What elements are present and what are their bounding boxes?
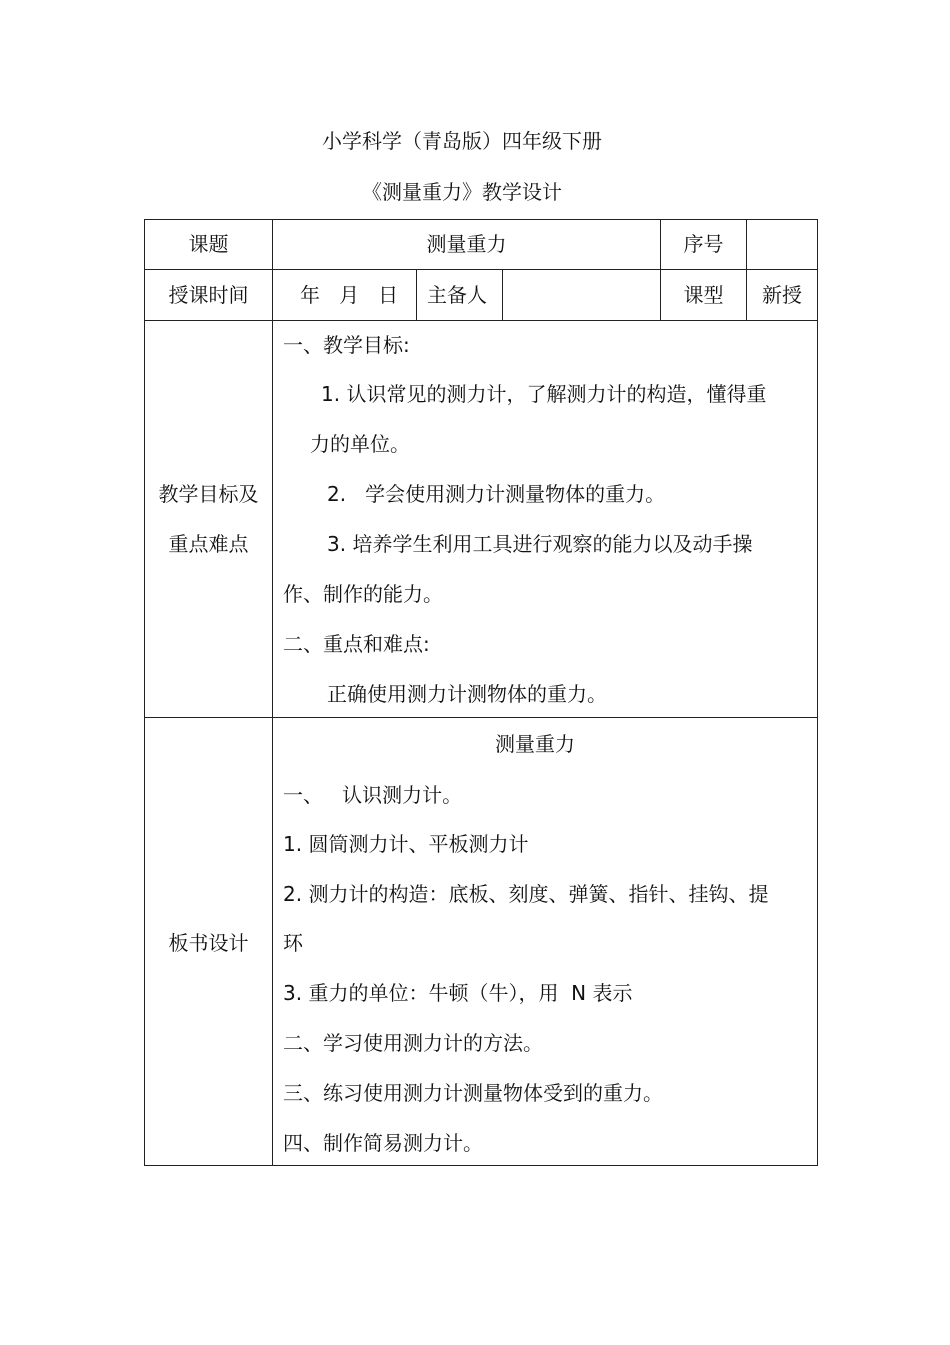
label-class-time: 授课时间 bbox=[168, 283, 249, 307]
board-line: 1. 圆筒测力计、平板测力计 bbox=[283, 832, 529, 856]
table-border-left bbox=[144, 219, 145, 1166]
goals-line: 3. 培养学生利用工具进行观察的能力以及动手操 bbox=[327, 532, 753, 556]
goals-line: 力的单位。 bbox=[310, 432, 410, 456]
board-line: 3. 重力的单位：牛顿（牛），用 N 表示 bbox=[283, 981, 633, 1005]
table-border-right bbox=[817, 219, 818, 1166]
board-line: 四、制作简易测力计。 bbox=[283, 1131, 483, 1155]
goals-line: 1. 认识常见的测力计，了解测力计的构造，懂得重 bbox=[321, 382, 767, 406]
goals-line: 一、教学目标: bbox=[283, 333, 410, 357]
goals-line: 作、制作的能力。 bbox=[283, 582, 443, 606]
document-title: 小学科学（青岛版）四年级下册 bbox=[322, 129, 602, 153]
table-divider bbox=[272, 219, 273, 1166]
goals-line: 正确使用测力计测物体的重力。 bbox=[327, 682, 607, 706]
board-line: 二、学习使用测力计的方法。 bbox=[283, 1031, 543, 1055]
label-goals: 教学目标及 bbox=[158, 482, 259, 506]
goals-line: 二、重点和难点: bbox=[283, 632, 430, 656]
lesson-type-value: 新授 bbox=[762, 283, 802, 307]
table-divider bbox=[144, 717, 818, 718]
table-divider bbox=[502, 269, 503, 321]
table-divider bbox=[144, 269, 818, 270]
document-subtitle: 《测量重力》教学设计 bbox=[362, 180, 562, 204]
table-divider bbox=[144, 320, 818, 321]
goals-line: 2. 学会使用测力计测量物体的重力。 bbox=[327, 482, 666, 506]
label-topic: 课题 bbox=[188, 232, 229, 256]
board-line: 2. 测力计的构造：底板、刻度、弹簧、指针、挂钩、提 bbox=[283, 882, 769, 906]
label-preparer: 主备人 bbox=[427, 283, 487, 307]
board-line: 一、 认识测力计。 bbox=[283, 783, 463, 807]
topic-value: 测量重力 bbox=[426, 232, 507, 256]
label-lesson-type: 课型 bbox=[683, 283, 724, 307]
table-border-top bbox=[144, 219, 818, 220]
table-border-bottom bbox=[144, 1165, 818, 1166]
board-line: 三、练习使用测力计测量物体受到的重力。 bbox=[283, 1081, 663, 1105]
label-key-points: 重点难点 bbox=[168, 532, 249, 556]
table-divider bbox=[416, 269, 417, 321]
board-line: 环 bbox=[283, 931, 303, 955]
label-serial: 序号 bbox=[683, 232, 724, 256]
board-heading: 测量重力 bbox=[495, 732, 575, 756]
label-board-design: 板书设计 bbox=[168, 931, 249, 955]
date-value: 年 月 日 bbox=[300, 283, 399, 307]
